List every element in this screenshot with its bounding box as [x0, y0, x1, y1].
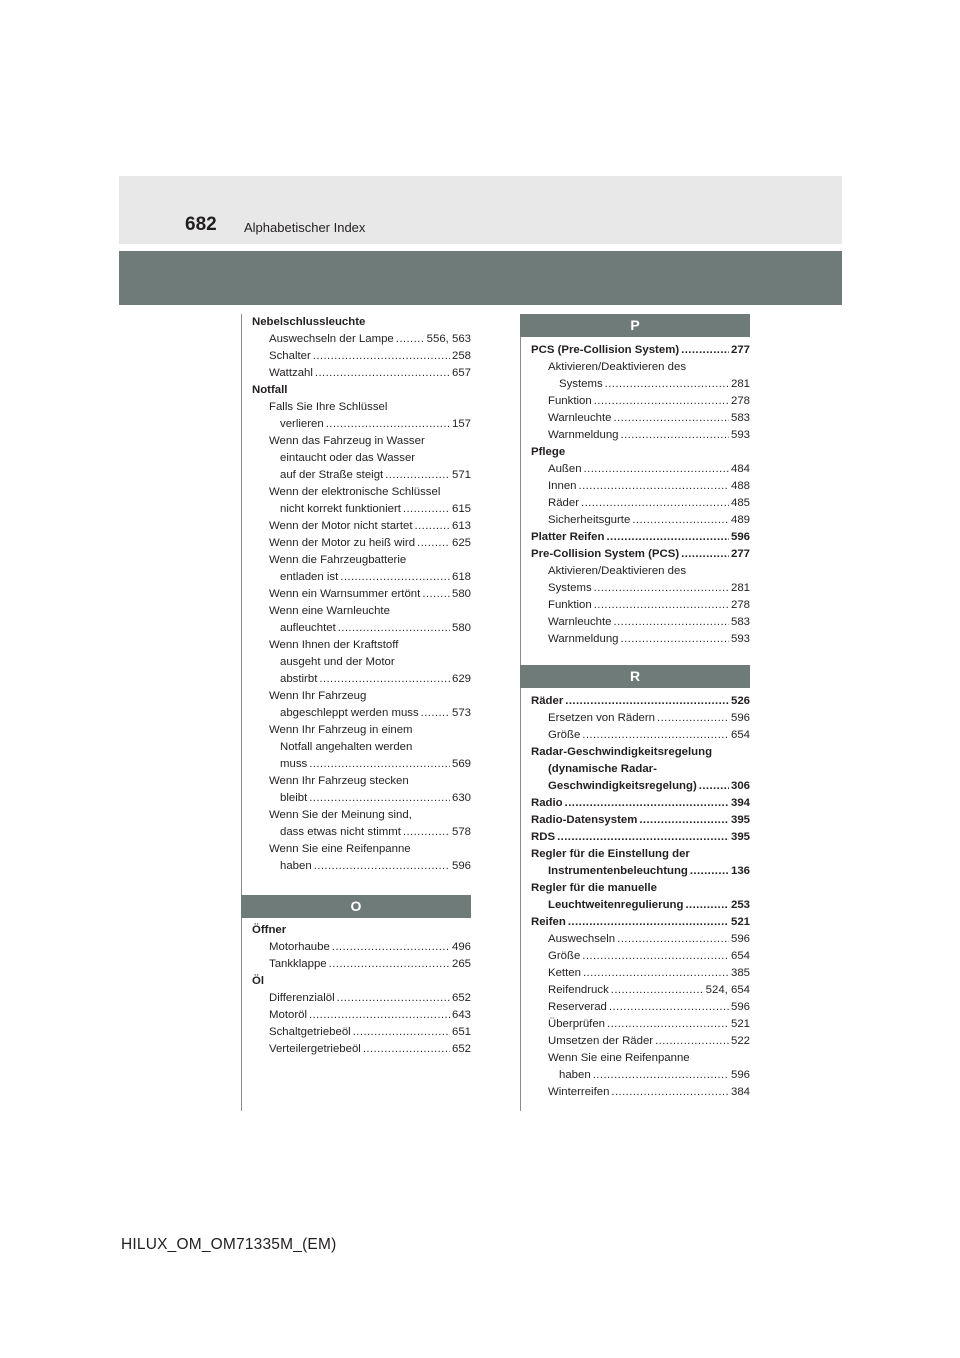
- dot-leader: [415, 518, 450, 535]
- index-entry-term: Warnmeldung: [548, 429, 619, 441]
- dot-leader: [403, 824, 450, 841]
- index-entry-page: 524, 654: [705, 984, 750, 996]
- index-entry-page: 593: [730, 429, 750, 441]
- index-entry-term: Systems: [548, 582, 592, 594]
- index-entry: [252, 484, 471, 501]
- index-entry-page: 625: [451, 537, 471, 549]
- index-entry: [252, 467, 471, 484]
- dot-leader: [681, 342, 729, 359]
- dot-leader: [657, 710, 729, 727]
- index-entry-term: Aktivieren/Deaktivieren des: [548, 565, 687, 577]
- index-entry-term: Wenn Ihr Fahrzeug in einem: [269, 724, 413, 736]
- index-entry: [252, 688, 471, 705]
- index-entry: [252, 756, 471, 773]
- dot-leader: [605, 376, 729, 393]
- index-entry-page: 593: [730, 633, 750, 645]
- index-entry-page: 618: [451, 571, 471, 583]
- index-entry-term: Notfall: [252, 384, 288, 396]
- index-entry-page: 571: [451, 469, 471, 481]
- index-entry: [252, 586, 471, 603]
- index-entry-term: Nebelschlussleuchte: [252, 316, 366, 328]
- index-entry-term: Überprüfen: [548, 1018, 605, 1030]
- index-entry-term: RDS: [531, 831, 556, 843]
- dot-leader: [557, 829, 729, 846]
- index-entry-term: Platter Reifen: [531, 531, 605, 543]
- index-entry: [252, 450, 471, 467]
- index-entry-term: verlieren: [280, 418, 324, 430]
- index-entry-term: abstirbt: [280, 673, 318, 685]
- index-entry-term: Wenn Ihr Fahrzeug: [269, 690, 367, 702]
- index-entry: [531, 999, 750, 1016]
- index-entry-page: 578: [451, 826, 471, 838]
- index-entry-term: Funktion: [548, 395, 592, 407]
- index-entry: [252, 671, 471, 688]
- dot-leader: [681, 546, 729, 563]
- index-entry-term: Ketten: [548, 967, 581, 979]
- index-entry-page: 583: [730, 616, 750, 628]
- index-entry: [531, 948, 750, 965]
- index-entry: [252, 416, 471, 433]
- index-entry-term: (dynamische Radar-: [548, 763, 657, 775]
- index-entry-page: 596: [451, 860, 471, 872]
- dot-leader: [313, 348, 450, 365]
- index-entry: [252, 922, 471, 939]
- index-entry: [252, 858, 471, 875]
- index-entry-page: 395: [730, 814, 750, 826]
- index-entry: [252, 1007, 471, 1024]
- dot-leader: [621, 427, 729, 444]
- dot-leader: [690, 863, 729, 880]
- index-entry-term: ausgeht und der Motor: [280, 656, 395, 668]
- index-entry-term: Innen: [548, 480, 577, 492]
- index-entry-term: Öl: [252, 975, 265, 987]
- index-entry-page: 580: [451, 622, 471, 634]
- index-entry-term: Geschwindigkeitsregelung): [548, 780, 697, 792]
- index-entry: [531, 863, 750, 880]
- index-entry-term: abgeschleppt werden muss: [280, 707, 419, 719]
- index-entry-term: aufleuchtet: [280, 622, 336, 634]
- index-column-left-o: [252, 922, 471, 1058]
- index-entry: [252, 552, 471, 569]
- dot-leader: [584, 461, 729, 478]
- index-entry-page: 385: [730, 967, 750, 979]
- index-entry: [252, 518, 471, 535]
- index-entry: [531, 965, 750, 982]
- index-entry: [531, 727, 750, 744]
- index-entry-term: Wenn der Motor nicht startet: [269, 520, 413, 532]
- index-column-left: [252, 314, 471, 875]
- index-entry-term: Pflege: [531, 446, 566, 458]
- index-entry-page: 657: [451, 367, 471, 379]
- index-entry-term: Wenn das Fahrzeug in Wasser: [269, 435, 425, 447]
- dot-leader: [594, 580, 729, 597]
- index-entry-term: Notfall angehalten werden: [280, 741, 413, 753]
- index-entry: [531, 897, 750, 914]
- index-entry: [252, 990, 471, 1007]
- index-entry-term: Wenn Sie der Meinung sind,: [269, 809, 412, 821]
- index-entry-term: Aktivieren/Deaktivieren des: [548, 361, 687, 373]
- page-number: 682: [185, 214, 217, 235]
- index-entry-term: Ersetzen von Rädern: [548, 712, 656, 724]
- dot-leader: [340, 569, 450, 586]
- index-entry: [531, 359, 750, 376]
- index-entry: [252, 739, 471, 756]
- dot-leader: [314, 858, 450, 875]
- index-entry-page: 384: [730, 1086, 750, 1098]
- dot-leader: [606, 529, 729, 546]
- index-entry: [252, 603, 471, 620]
- dot-leader: [565, 795, 729, 812]
- index-entry: [252, 382, 471, 399]
- index-entry: [531, 1050, 750, 1067]
- index-entry: [252, 722, 471, 739]
- index-entry-page: 652: [451, 1043, 471, 1055]
- index-entry-term: Größe: [548, 950, 581, 962]
- column-divider-right: [520, 314, 521, 1111]
- index-entry: [531, 529, 750, 546]
- index-entry-term: Systems: [559, 378, 603, 390]
- index-entry: [531, 580, 750, 597]
- index-entry-page: 258: [451, 350, 471, 362]
- index-group-o: [252, 922, 471, 1058]
- dot-leader: [621, 631, 729, 648]
- index-entry: [252, 1041, 471, 1058]
- dot-leader: [326, 416, 450, 433]
- index-entry-term: Wenn die Fahrzeugbatterie: [269, 554, 407, 566]
- index-entry-term: Radio-Datensystem: [531, 814, 638, 826]
- index-entry-term: dass etwas nicht stimmt: [280, 826, 401, 838]
- index-entry-term: Umsetzen der Räder: [548, 1035, 654, 1047]
- index-entry: [531, 982, 750, 999]
- dot-leader: [593, 1067, 729, 1084]
- dot-leader: [594, 393, 729, 410]
- index-entry: [531, 461, 750, 478]
- index-entry-page: 488: [730, 480, 750, 492]
- index-entry-term: PCS (Pre-Collision System): [531, 344, 680, 356]
- index-entry-page: 485: [730, 497, 750, 509]
- index-entry: [531, 829, 750, 846]
- dot-leader: [309, 756, 450, 773]
- index-entry-page: 253: [730, 899, 750, 911]
- index-entry-page: 484: [730, 463, 750, 475]
- index-entry: [531, 393, 750, 410]
- index-entry: [252, 569, 471, 586]
- dot-leader: [337, 990, 450, 1007]
- index-entry-page: 521: [730, 1018, 750, 1030]
- dot-leader: [396, 331, 425, 348]
- letter-heading-r: R: [520, 665, 750, 688]
- index-entry: [531, 1067, 750, 1084]
- index-entry-page: 573: [451, 707, 471, 719]
- index-entry: [252, 939, 471, 956]
- index-entry-page: 654: [730, 950, 750, 962]
- index-entry-term: Außen: [548, 463, 582, 475]
- index-entry-term: Tankklappe: [269, 958, 327, 970]
- index-entry-term: Leuchtweitenregulierung: [548, 899, 684, 911]
- index-entry: [531, 693, 750, 710]
- index-entry-page: 654: [730, 729, 750, 741]
- dot-leader: [403, 501, 450, 518]
- index-entry-page: 277: [730, 344, 750, 356]
- document-code-footer: HILUX_OM_OM71335M_(EM): [121, 1236, 337, 1253]
- index-entry: [531, 778, 750, 795]
- dot-leader: [421, 705, 450, 722]
- letter-heading-o: O: [241, 895, 471, 918]
- index-entry-term: Regler für die manuelle: [531, 882, 657, 894]
- index-entry-term: Öffner: [252, 924, 287, 936]
- dot-leader: [609, 999, 729, 1016]
- index-entry: [531, 812, 750, 829]
- index-entry-term: Verteilergetriebeöl: [269, 1043, 361, 1055]
- index-entry: [252, 620, 471, 637]
- index-entry: [252, 705, 471, 722]
- header-band: [119, 176, 842, 244]
- header-color-bar: [119, 251, 842, 305]
- index-entry: [252, 399, 471, 416]
- index-entry: [531, 478, 750, 495]
- index-entry: [252, 331, 471, 348]
- dot-leader: [385, 467, 450, 484]
- index-entry-page: 596: [730, 712, 750, 724]
- index-entry-page: 278: [730, 599, 750, 611]
- index-entry: [531, 1084, 750, 1101]
- dot-leader: [581, 495, 729, 512]
- index-entry-page: 394: [730, 797, 750, 809]
- dot-leader: [338, 620, 450, 637]
- index-entry-page: 652: [451, 992, 471, 1004]
- dot-leader: [614, 614, 729, 631]
- index-entry-term: Schalter: [269, 350, 311, 362]
- index-entry-term: Wenn Sie eine Reifenpanne: [548, 1052, 690, 1064]
- index-entry-term: Schaltgetriebeöl: [269, 1026, 351, 1038]
- index-entry-page: 596: [730, 531, 750, 543]
- index-entry: [531, 410, 750, 427]
- index-entry: [252, 314, 471, 331]
- index-entry: [531, 342, 750, 359]
- index-entry-page: 569: [451, 758, 471, 770]
- dot-leader: [309, 1007, 450, 1024]
- index-entry-term: eintaucht oder das Wasser: [280, 452, 416, 464]
- index-entry-page: 643: [451, 1009, 471, 1021]
- index-entry: [252, 1024, 471, 1041]
- index-column-right: [531, 314, 750, 1101]
- index-entry-term: Auswechseln der Lampe: [269, 333, 394, 345]
- index-entry: [252, 973, 471, 990]
- index-entry-page: 136: [730, 865, 750, 877]
- index-entry-term: Falls Sie Ihre Schlüssel: [269, 401, 388, 413]
- dot-leader: [607, 1016, 729, 1033]
- index-entry: [531, 761, 750, 778]
- index-entry: [531, 631, 750, 648]
- index-entry-term: Wenn Ihnen der Kraftstoff: [269, 639, 399, 651]
- index-entry-term: auf der Straße steigt: [280, 469, 384, 481]
- dot-leader: [417, 535, 450, 552]
- dot-leader: [582, 727, 729, 744]
- index-entry: [531, 614, 750, 631]
- index-entry-page: 580: [451, 588, 471, 600]
- dot-leader: [655, 1033, 729, 1050]
- index-entry-page: 395: [730, 831, 750, 843]
- letter-heading-p: P: [520, 314, 750, 337]
- dot-leader: [614, 410, 729, 427]
- index-entry-term: Wenn der Motor zu heiß wird: [269, 537, 416, 549]
- dot-leader: [639, 812, 729, 829]
- dot-leader: [579, 478, 729, 495]
- index-entry-term: Räder: [531, 695, 564, 707]
- index-entry-term: Wattzahl: [269, 367, 313, 379]
- index-entry: [252, 535, 471, 552]
- index-entry-term: nicht korrekt funktioniert: [280, 503, 401, 515]
- index-entry: [531, 795, 750, 812]
- dot-leader: [611, 982, 704, 999]
- index-entry: [252, 790, 471, 807]
- index-entry: [531, 546, 750, 563]
- dot-leader: [582, 948, 729, 965]
- index-entry-term: Wenn Sie eine Reifenpanne: [269, 843, 411, 855]
- dot-leader: [617, 931, 729, 948]
- index-entry-term: Wenn eine Warnleuchte: [269, 605, 390, 617]
- dot-leader: [611, 1084, 729, 1101]
- index-entry-term: Reifen: [531, 916, 566, 928]
- dot-leader: [568, 914, 729, 931]
- index-entry: [252, 824, 471, 841]
- index-entry: [531, 880, 750, 897]
- index-entry-term: Reserverad: [548, 1001, 607, 1013]
- index-entry-term: Sicherheitsgurte: [548, 514, 631, 526]
- dot-leader: [332, 939, 450, 956]
- dot-leader: [315, 365, 450, 382]
- index-entry-term: entladen ist: [280, 571, 339, 583]
- index-entry-term: Reifendruck: [548, 984, 609, 996]
- index-entry: [531, 495, 750, 512]
- index-entry: [252, 956, 471, 973]
- dot-leader: [309, 790, 450, 807]
- index-entry-page: 583: [730, 412, 750, 424]
- index-entry-term: Winterreifen: [548, 1086, 610, 1098]
- index-entry-page: 157: [451, 418, 471, 430]
- index-entry-page: 306: [730, 780, 750, 792]
- index-entry-page: 489: [730, 514, 750, 526]
- index-entry: [531, 1016, 750, 1033]
- index-entry-term: Wenn ein Warnsummer ertönt: [269, 588, 421, 600]
- section-title: Alphabetischer Index: [244, 220, 366, 235]
- index-entry-term: bleibt: [280, 792, 308, 804]
- index-entry: [531, 710, 750, 727]
- index-entry: [252, 841, 471, 858]
- index-entry-page: 596: [730, 1069, 750, 1081]
- dot-leader: [685, 897, 729, 914]
- index-entry-page: 522: [730, 1035, 750, 1047]
- index-entry-term: Warnmeldung: [548, 633, 619, 645]
- index-entry-term: haben: [280, 860, 312, 872]
- index-entry-page: 281: [730, 582, 750, 594]
- index-entry-term: Regler für die Einstellung der: [531, 848, 690, 860]
- index-group-p: [531, 342, 750, 648]
- index-entry-term: Größe: [548, 729, 581, 741]
- index-entry: [531, 427, 750, 444]
- index-entry: [531, 846, 750, 863]
- index-entry-term: Pre-Collision System (PCS): [531, 548, 680, 560]
- index-entry-page: 277: [730, 548, 750, 560]
- index-entry-page: 613: [451, 520, 471, 532]
- dot-leader: [583, 965, 729, 982]
- index-entry-term: Funktion: [548, 599, 592, 611]
- index-entry-page: 615: [451, 503, 471, 515]
- index-entry-page: 629: [451, 673, 471, 685]
- index-entry-term: haben: [559, 1069, 591, 1081]
- index-entry-page: 630: [451, 792, 471, 804]
- dot-leader: [353, 1024, 450, 1041]
- index-entry-page: 596: [730, 1001, 750, 1013]
- dot-leader: [699, 778, 729, 795]
- index-entry-term: Auswechseln: [548, 933, 616, 945]
- index-entry-term: Wenn Ihr Fahrzeug stecken: [269, 775, 409, 787]
- index-entry-term: Differenzialöl: [269, 992, 335, 1004]
- index-entry-term: Radar-Geschwindigkeitsregelung: [531, 746, 713, 758]
- index-entry: [252, 348, 471, 365]
- index-entry: [252, 365, 471, 382]
- index-entry-page: 281: [730, 378, 750, 390]
- dot-leader: [363, 1041, 450, 1058]
- index-entry: [531, 914, 750, 931]
- index-entry: [252, 807, 471, 824]
- index-entry: [252, 433, 471, 450]
- index-entry-term: Motorhaube: [269, 941, 330, 953]
- dot-leader: [329, 956, 450, 973]
- index-entry-page: 496: [451, 941, 471, 953]
- dot-leader: [565, 693, 729, 710]
- index-group-r: [531, 693, 750, 1101]
- dot-leader: [319, 671, 450, 688]
- index-entry: [531, 931, 750, 948]
- dot-leader: [594, 597, 729, 614]
- index-entry-term: Wenn der elektronische Schlüssel: [269, 486, 441, 498]
- index-entry-term: Warnleuchte: [548, 616, 612, 628]
- index-entry: [531, 563, 750, 580]
- index-entry: [252, 773, 471, 790]
- dot-leader: [422, 586, 450, 603]
- index-entry-term: Instrumentenbeleuchtung: [548, 865, 688, 877]
- index-entry-page: 526: [730, 695, 750, 707]
- index-entry-page: 596: [730, 933, 750, 945]
- index-group-n: [252, 314, 471, 875]
- index-entry-term: Radio: [531, 797, 563, 809]
- index-entry-page: 265: [451, 958, 471, 970]
- index-entry: [531, 744, 750, 761]
- index-entry: [252, 501, 471, 518]
- index-entry: [252, 654, 471, 671]
- index-entry: [531, 376, 750, 393]
- index-entry-page: 651: [451, 1026, 471, 1038]
- index-entry-page: 556, 563: [426, 333, 471, 345]
- index-entry: [531, 512, 750, 529]
- dot-leader: [632, 512, 729, 529]
- index-entry: [531, 444, 750, 461]
- index-entry-term: muss: [280, 758, 308, 770]
- index-entry: [531, 597, 750, 614]
- index-entry: [531, 1033, 750, 1050]
- column-divider-left: [241, 314, 242, 1111]
- index-entry-term: Motoröl: [269, 1009, 307, 1021]
- index-entry-page: 521: [730, 916, 750, 928]
- index-entry-term: Räder: [548, 497, 580, 509]
- index-entry: [252, 637, 471, 654]
- index-entry-term: Warnleuchte: [548, 412, 612, 424]
- index-entry-page: 278: [730, 395, 750, 407]
